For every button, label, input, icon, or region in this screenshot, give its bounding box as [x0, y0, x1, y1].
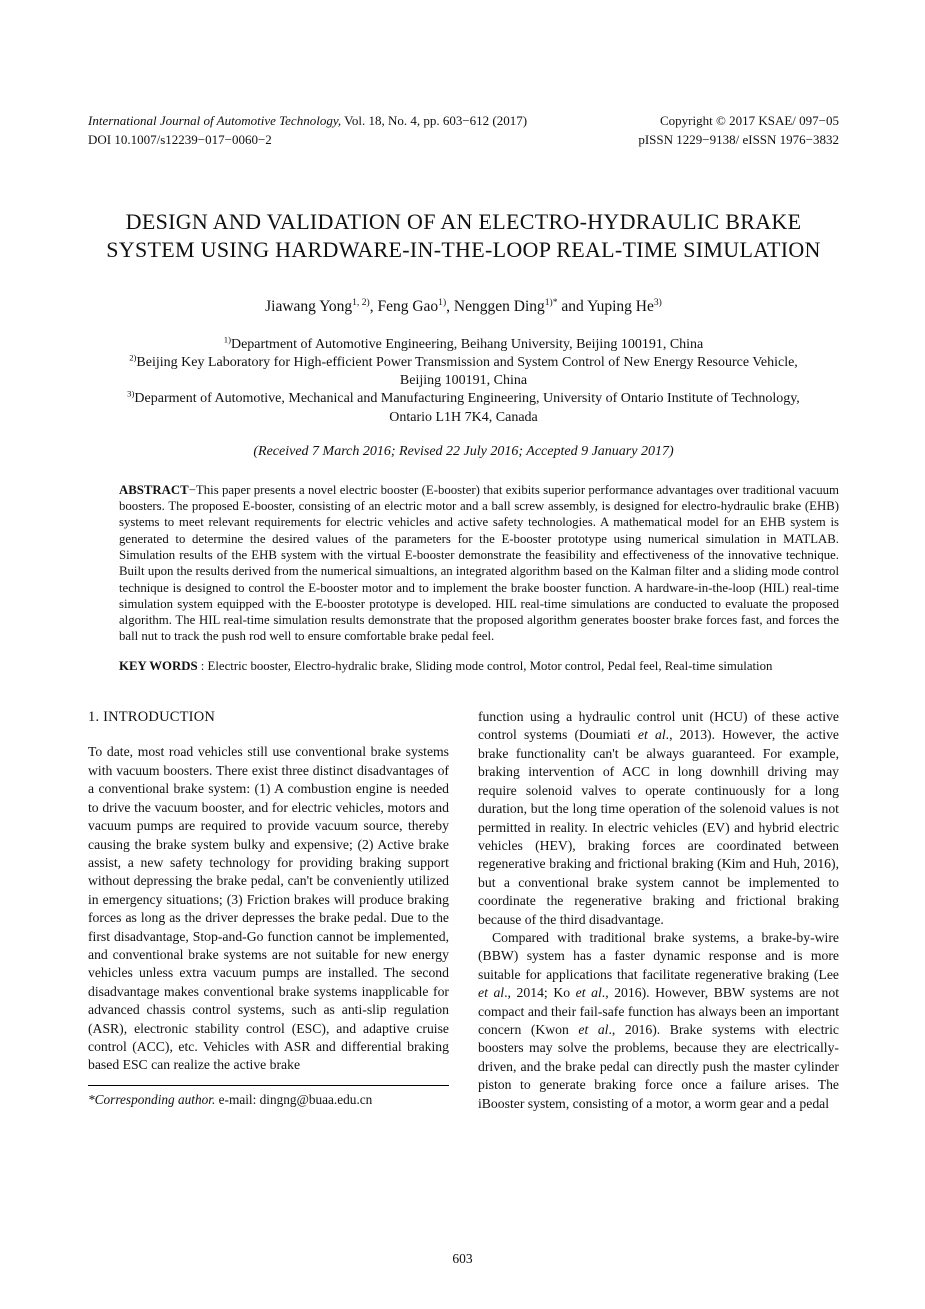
- paragraph: function using a hydraulic control unit (HCU) of these active control systems (Doumiati et al., 2013). However, the active brake functionality can't be always guaranteed. For example, braking intervention of ACC in long downhill driving may require solenoid valves to operate continuously for a long duration, but the long time operation of the solenoid values is not permitted in reality. In electric vehicles (EV) and hybrid electric vehicles (HEV), braking forces are coordinated between regenerative braking and frictional braking (Kim and Huh, 2016), but a conventional brake system cannot be implemented to coordinate the regenerative braking and frictional braking because of the third disadvantage.: [478, 709, 839, 927]
- issn-line: pISSN 1229−9138/ eISSN 1976−3832: [638, 131, 839, 147]
- keywords-block: [88, 658, 839, 674]
- corresponding-author-footnote: [88, 1091, 449, 1109]
- affiliation-text: Department of Automotive Engineering, Beihang University, Beijing 100191, China: [230, 336, 704, 352]
- section-heading-introduction: 1. INTRODUCTION: [88, 709, 216, 726]
- author-separator: and: [557, 297, 588, 315]
- keywords-text: : Electric booster, Electro-hydralic brake, Sliding mode control, Motor control, Pedal feel, Real-time simulation: [197, 658, 773, 673]
- paper-title: DESIGN AND VALIDATION OF AN ELECTRO-HYDRAULIC BRAKE SYSTEM USING HARDWARE-IN-THE-LOOP REAL-TIME SIMULATION: [106, 208, 821, 263]
- author-name: Yuping He: [587, 297, 654, 315]
- footnote-divider: [88, 1085, 449, 1086]
- keywords-label: KEY WORDS: [119, 658, 198, 673]
- body-columns: [88, 708, 839, 1113]
- doi-line: DOI 10.1007/s12239−017−0060−2: [88, 131, 272, 147]
- journal-name: International Journal of Automotive Technology,: [88, 113, 342, 128]
- author-separator: ,: [369, 297, 378, 315]
- right-column: [478, 708, 839, 1113]
- author-name: Jiawang Yong: [265, 297, 353, 315]
- author-affiliation-marker: 1): [438, 296, 447, 308]
- journal-issue-info: Vol. 18, No. 4, pp. 603−612 (2017): [341, 113, 528, 128]
- paragraph: Compared with traditional brake systems, a brake-by-wire (BBW) system has a faster dynamic response and is more suitable for applications that facilitate regenerative braking (Lee et al., 2014; Ko et al., 2016). However, BBW systems are not compact and their fail-safe function has always been an important concern (Kwon et al., 2016). Brake systems with electric boosters may solve the problems, because they are electrically-driven, and the brake pedal can directly push the master cylinder piston to generate braking force once a failure arises. The iBooster system, consisting of a motor, a worm gear and a pedal: [478, 929, 840, 1111]
- affiliation-line: [111, 354, 817, 390]
- affiliations-block: [88, 336, 839, 427]
- affiliation-text: Beijing Key Laboratory for High-efficient Power Transmission and System Control of New Energy Resource Vehicle, Beijing 100191, China: [136, 355, 798, 389]
- journal-header-right: [638, 112, 839, 150]
- affiliation-line: [111, 390, 817, 426]
- affiliation-line: [111, 336, 817, 354]
- author-affiliation-marker: 1)*: [544, 296, 558, 308]
- copyright-line: Copyright © 2017 KSAE/ 097−05: [660, 113, 839, 128]
- corresponding-author-email: e-mail: dingng@buaa.edu.cn: [215, 1091, 373, 1107]
- affiliation-marker: 3): [127, 388, 135, 399]
- page-number: 603: [452, 1251, 473, 1266]
- journal-header: [88, 112, 839, 150]
- received-dates-line: (Received 7 March 2016; Revised 22 July 2016; Accepted 9 January 2017): [253, 443, 674, 459]
- author-affiliation-marker: 3): [653, 296, 662, 308]
- authors-line: [88, 298, 839, 316]
- abstract-block: [88, 482, 839, 645]
- abstract-text: −This paper presents a novel electric booster (E-booster) that exibits superior performance advantages over traditional vacuum boosters. The proposed E-booster, consisting of an electric motor and a ball screw assembly, is designed for electro-hydraulic brake (EHB) systems to meet relevant requirements for electric vehicles and active safety technologies. A mathematical model for an EHB system is generated to determine the desired values of the parameters for the E-booster prototype using numerical simulation in MATLAB. Simulation results of the EHB system with the virtual E-booster demonstrate the feasibility and effectiveness of the innovative technique. Built upon the results derived from the numerical simualtions, an integrated algorithm based on the Kalman filter and a sliding mode control technique is designed to control the E-booster motor and to implement the brake booster function. A hardware-in-the-loop (HIL) real-time simulation system equipped with the E-booster prototype is developed. HIL real-time simulations are conducted to evaluate the proposed algorithm. The HIL real-time simulation results demonstrate that the proposed algorithm generates booster brake forces fast, and forces the ball nut to track the push rod well to ensure comfortable brake pedal feel.: [119, 482, 839, 644]
- affiliation-marker: 1): [223, 334, 231, 345]
- abstract-label: ABSTRACT: [119, 482, 189, 497]
- affiliation-text: Deparment of Automotive, Mechanical and Manufacturing Engineering, University of Ontario Institute of Technology, Ontario L1H 7K4, Canada: [134, 391, 800, 425]
- affiliation-marker: 2): [129, 352, 137, 363]
- paragraph: To date, most road vehicles still use conventional brake systems with vacuum boosters. There exist three distinct disadvantages of a conventional brake system: (1) A combustion engine is needed to drive the vacuum booster, and for electric vehicles, motors and vacuum pumps are required to provide vacuum source, thereby causing the brake system bulky and expensive; (2) Active brake assist, a new safety technology for providing braking support without depressing the brake pedal, can't be conveniently utilized in emergency situations; (3) Friction brakes will produce braking forces as long as the driver depresses the brake pedal. Due to the first disadvantage, Stop-and-Go function cannot be implemented, and conventional brake systems are not suitable for new energy vehicles unless extra vacuum pumps are installed. The second disadvantage makes conventional brake systems inapplicable for advanced chassis control systems, such as anti-slip regulation (ASR), electronic stability control (ESC), and adaptive cruise control (ACC), etc. Vehicles with ASR and differential braking based ESC can realize the active brake: [88, 744, 449, 1073]
- author-name: Nenggen Ding: [453, 297, 545, 315]
- author-separator: ,: [446, 297, 454, 315]
- author-affiliation-marker: 1, 2): [352, 296, 370, 308]
- left-column: [88, 708, 449, 1113]
- journal-citation-line: [88, 112, 527, 131]
- corresponding-author-label: *Corresponding author.: [88, 1091, 216, 1107]
- journal-header-left: [88, 112, 527, 150]
- author-name: Feng Gao: [377, 297, 439, 315]
